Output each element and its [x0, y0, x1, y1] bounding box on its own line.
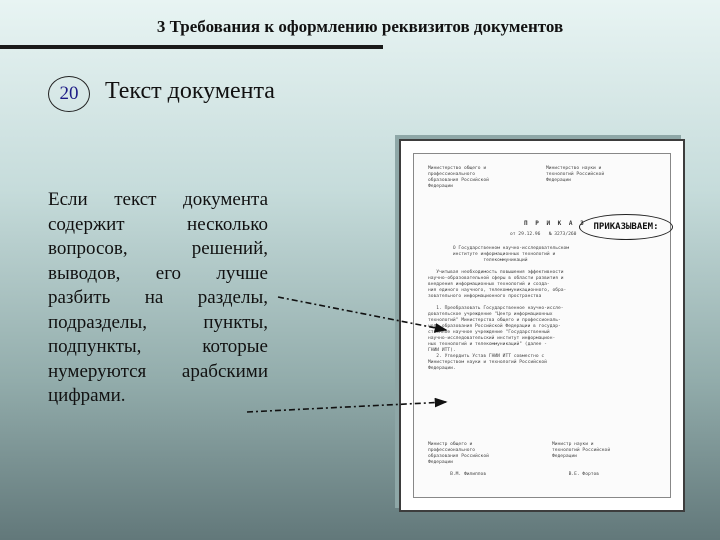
- doc-signature-left: Министр общего и профессионального образования Российской Федерации В.М. Филиппов: [428, 442, 489, 477]
- doc-signature-right: Министр науки и технологий Российской Федерации В.Е. Фортов: [552, 442, 611, 477]
- arrow-to-section-1: [278, 297, 446, 330]
- doc-date-line: от 29.12.96 № 3273/260: [510, 232, 577, 237]
- page-title: 3 Требования к оформлению реквизитов документов: [156, 17, 564, 36]
- doc-order-heading: П Р И К А З: [524, 220, 586, 227]
- arrow-to-section-2: [247, 402, 446, 412]
- doc-stamp-callout: ПРИКАЗЫВАЕМ:: [579, 214, 673, 240]
- doc-body-text: О Государственном научно-исследовательском институте информационных технологий и телекоммуникаций Учитывая необходимость повышения эффективности научно-образовательной сферы в области развития и внедрения информационных технологий и созда- ния единого научного, телекоммуникационного, обра- зовательного информационного пространства 1. Преобразовать Государственное научно-иссле- довательское учреждение "Центр информационных технологий" Министерства общего и профессиональ- ного образования Российской Федерации в государ- ственное научное учреждение "Государственный научно-исследовательский институт информацион- ных технологий и телекоммуникаций" (далее - ГНИИ ИТТ). 2. Утвердить Устав ГНИИ ИТТ совместно с Министерством науки и технологий Российской Федерации.: [428, 246, 570, 371]
- doc-header-right: Министерство науки и технологий Российской Федерации: [546, 166, 605, 183]
- section-number-badge: 20: [48, 76, 90, 112]
- doc-header-left: Министерство общего и профессионального образования Российской Федерации: [428, 166, 489, 189]
- body-paragraph: Если текст документа содержит несколько вопросов, решений, выводов, его лучше разбить на разделы, подразделы, пункты, подпункты, которые нумеруются арабскими цифрами.: [48, 189, 268, 406]
- section-title: Текст документа: [105, 78, 275, 104]
